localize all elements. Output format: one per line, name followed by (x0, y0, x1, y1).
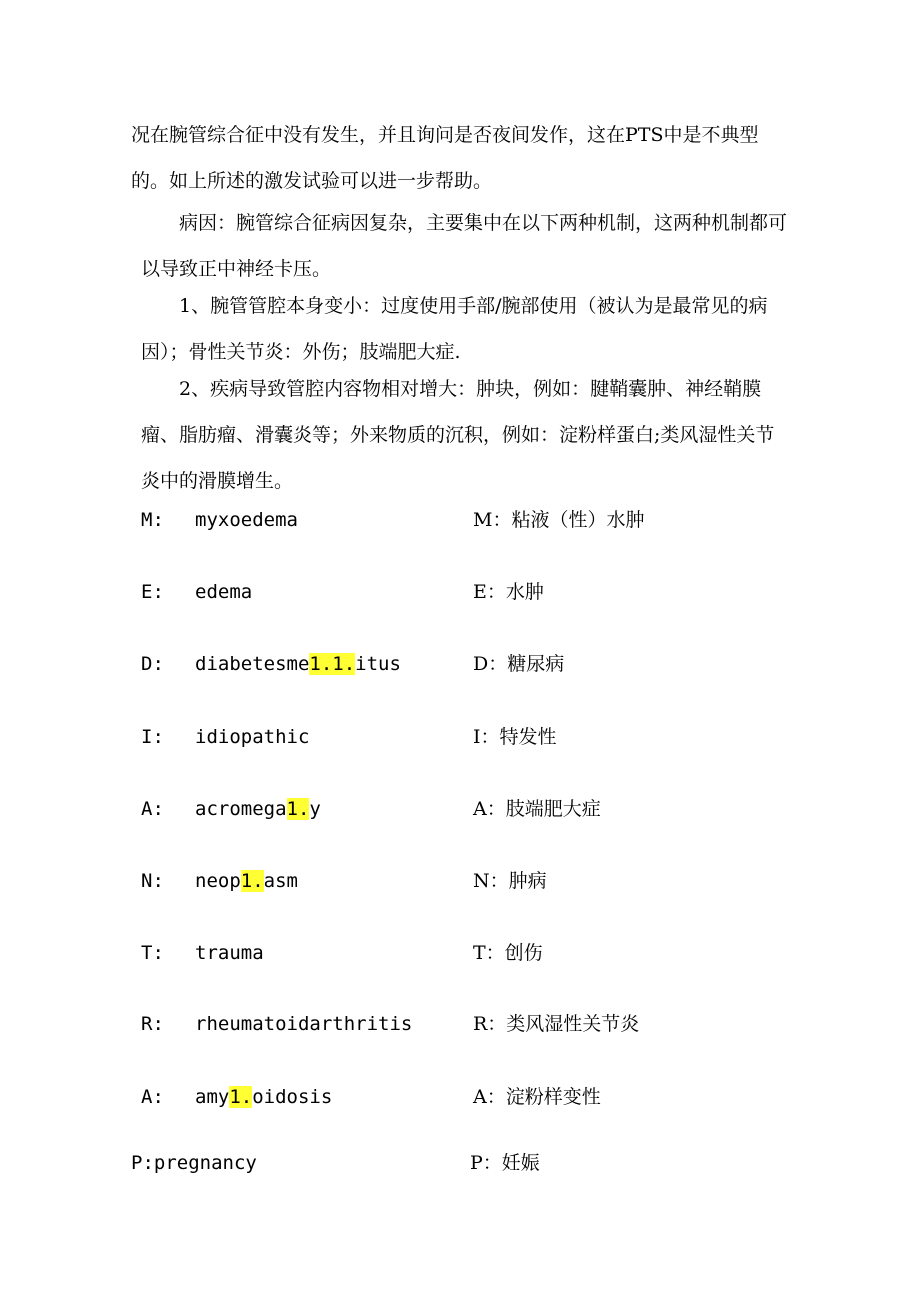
highlighted-text: 1. (240, 870, 264, 892)
glossary-translation: A：肢端肥大症 (473, 798, 601, 820)
glossary-key: D: (141, 653, 164, 675)
glossary-term: idiopathic (195, 726, 310, 748)
glossary-translation: N：肿病 (473, 870, 547, 892)
glossary-translation: R：类风湿性关节炎 (473, 1013, 640, 1035)
glossary-row-last (0, 1143, 920, 1183)
glossary-row (0, 500, 920, 540)
glossary-term: trauma (195, 942, 264, 964)
glossary-translation: M：粘液（性）水肿 (473, 509, 645, 531)
glossary-key: E: (141, 581, 164, 603)
glossary-term: myxoedema (195, 509, 298, 531)
glossary-key-term: P:pregnancy (131, 1152, 257, 1174)
highlighted-text: 1.1. (309, 653, 356, 675)
glossary-translation: E：水肿 (473, 581, 544, 603)
glossary-key: A: (141, 798, 164, 820)
glossary-term: neop1.asm (195, 870, 298, 892)
glossary-term: rheumatoidarthritis (195, 1013, 413, 1035)
glossary-row (0, 1077, 920, 1117)
glossary-row (0, 1004, 920, 1044)
glossary-translation: D：糖尿病 (473, 653, 565, 675)
paragraph-mechanism-1: 1、腕管管腔本身变小：过度使用手部/腕部使用（被认为是最常见的病因）；骨性关节炎：外伤；肢端肥大症. (141, 295, 768, 363)
paragraph-etiology: 病因：腕管综合征病因复杂，主要集中在以下两种机制，这两种机制都可以导致正中神经卡压。 (141, 212, 788, 280)
highlighted-text: 1. (229, 1086, 253, 1108)
paragraph-intro-continuation: 况在腕管综合征中没有发生，并且询问是否夜间发作，这在PTS中是不典型的。如上所述的激发试验可以进一步帮助。 (131, 124, 759, 192)
glossary-key: T: (141, 942, 164, 964)
paragraph-mechanism-2: 2、疾病导致管腔内容物相对增大：肿块，例如：腱鞘囊肿、神经鞘膜瘤、脂肪瘤、滑囊炎等；外来物质的沉积，例如：淀粉样蛋白;类风湿性关节炎中的滑膜增生。 (141, 378, 775, 492)
glossary-row (0, 933, 920, 973)
glossary-term: diabetesme1.1.itus (195, 653, 401, 675)
glossary-row (0, 644, 920, 684)
glossary-term: edema (195, 581, 253, 603)
glossary-term: acromega1.y (195, 798, 321, 820)
glossary-term: amy1.oidosis (195, 1086, 333, 1108)
glossary-key: I: (141, 726, 164, 748)
glossary-translation: P：妊娠 (470, 1152, 540, 1174)
glossary-key: M: (141, 509, 164, 531)
glossary-translation: A：淀粉样变性 (473, 1086, 601, 1108)
glossary-key: A: (141, 1086, 164, 1108)
highlighted-text: 1. (286, 798, 310, 820)
glossary-row (0, 717, 920, 757)
glossary-key: R: (141, 1013, 164, 1035)
glossary-key: N: (141, 870, 164, 892)
glossary-row (0, 572, 920, 612)
glossary-row (0, 861, 920, 901)
glossary-translation: I：特发性 (473, 726, 557, 748)
glossary-translation: T：创伤 (473, 942, 543, 964)
glossary-row (0, 789, 920, 829)
